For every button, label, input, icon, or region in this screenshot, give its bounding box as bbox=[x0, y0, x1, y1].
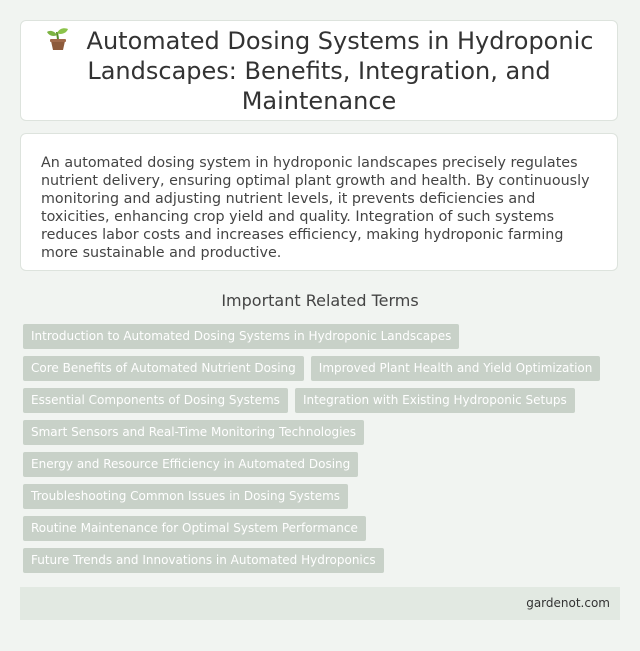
related-term-tag[interactable]: Future Trends and Innovations in Automated Hydroponics bbox=[23, 548, 384, 573]
related-term-tag[interactable]: Troubleshooting Common Issues in Dosing Systems bbox=[23, 484, 348, 509]
tag-row bbox=[23, 420, 623, 445]
related-term-tag[interactable]: Smart Sensors and Real-Time Monitoring Technologies bbox=[23, 420, 364, 445]
related-term-tag[interactable]: Energy and Resource Efficiency in Automated Dosing bbox=[23, 452, 358, 477]
related-term-tag[interactable]: Essential Components of Dosing Systems bbox=[23, 388, 288, 413]
page-title bbox=[21, 26, 617, 116]
title-card bbox=[20, 20, 618, 121]
related-term-tag[interactable]: Improved Plant Health and Yield Optimization bbox=[311, 356, 601, 381]
summary-text: An automated dosing system in hydroponic landscapes precisely regulates nutrient delivery, ensuring optimal plant growth and health. By continuously monitoring and adjusting nutrient levels, it prevents deficiencies and toxicities, enhancing crop yield and quality. Integration of such systems reduces labor costs and increases efficiency, making hydroponic farming more sustainable and productive. bbox=[41, 155, 590, 261]
footer bbox=[20, 587, 620, 620]
tag-row bbox=[23, 388, 623, 413]
related-terms-heading: Important Related Terms bbox=[221, 291, 419, 310]
summary-card bbox=[20, 133, 618, 271]
tag-row bbox=[23, 356, 623, 381]
footer-site-link[interactable]: gardenot.com bbox=[526, 596, 610, 610]
related-term-tag[interactable]: Routine Maintenance for Optimal System Performance bbox=[23, 516, 366, 541]
related-terms-list bbox=[23, 324, 623, 580]
tag-row bbox=[23, 484, 623, 509]
page-title-text: Automated Dosing Systems in Hydroponic Landscapes: Benefits, Integration, and Maintenance bbox=[86, 26, 594, 115]
related-term-tag[interactable]: Introduction to Automated Dosing Systems in Hydroponic Landscapes bbox=[23, 324, 459, 349]
sprout-icon bbox=[45, 27, 71, 51]
tag-row bbox=[23, 548, 623, 573]
tag-row bbox=[23, 324, 623, 349]
tag-row bbox=[23, 516, 623, 541]
tag-row bbox=[23, 452, 623, 477]
related-term-tag[interactable]: Core Benefits of Automated Nutrient Dosing bbox=[23, 356, 304, 381]
related-term-tag[interactable]: Integration with Existing Hydroponic Setups bbox=[295, 388, 575, 413]
